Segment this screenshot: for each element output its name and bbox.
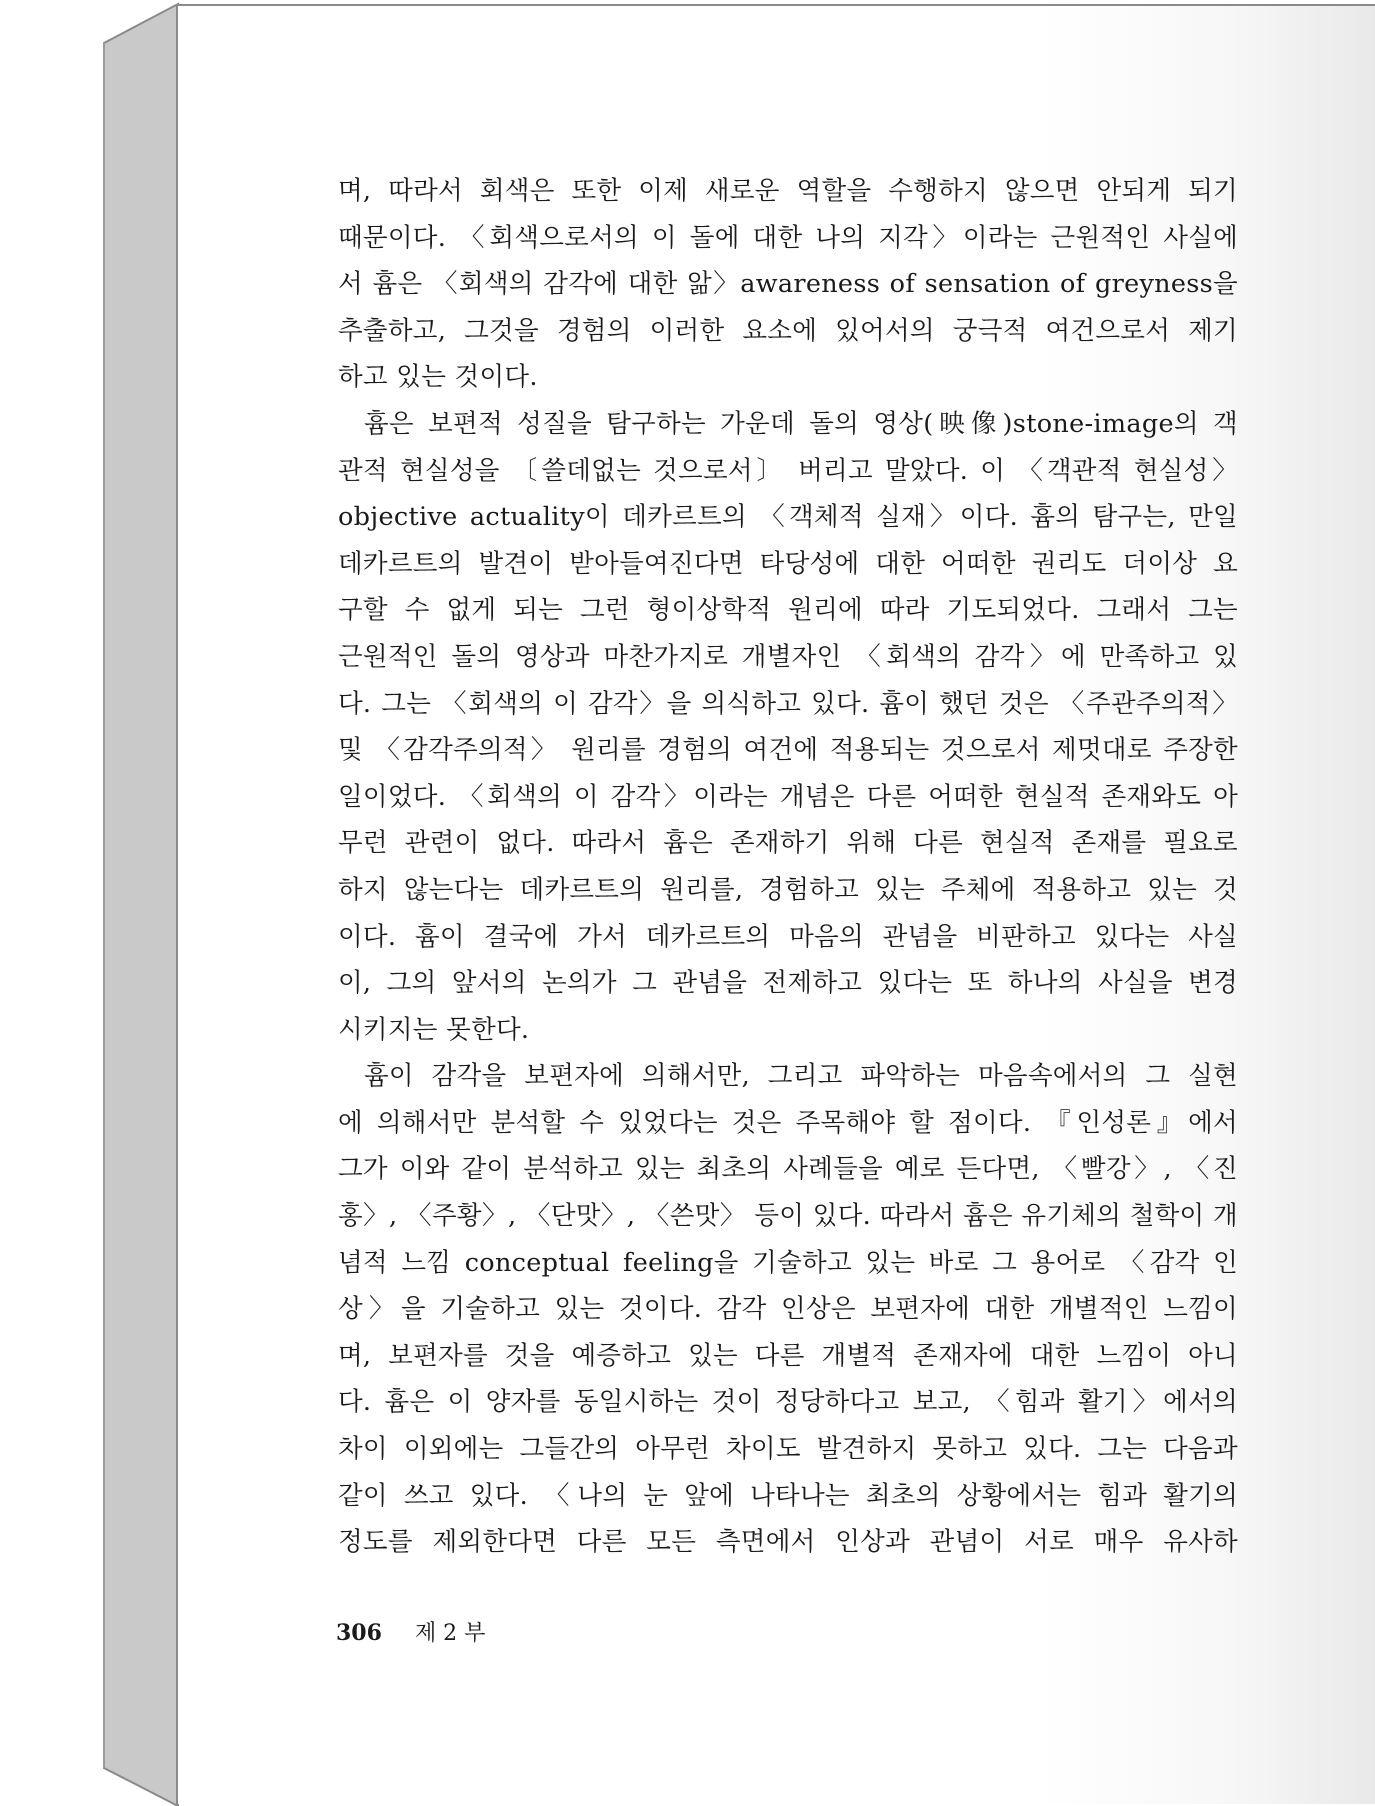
text-line: 추출하고, 그것을 경험의 이러한 요소에 있어서의 궁극적 여건으로서 제기	[338, 315, 1238, 346]
text-line: 정도를 제외한다면 다른 모든 측면에서 인상과 관념이 서로 매우 유사하	[338, 1527, 1238, 1558]
text-line: 다. 흄은 이 양자를 동일시하는 것이 정당하다고 보고, 〈힘과 활기〉에서의	[338, 1387, 1238, 1418]
text-line: 차이 이외에는 그들간의 아무런 차이도 발견하지 못하고 있다. 그는 다음과	[338, 1434, 1238, 1465]
text-line: 이, 그의 앞서의 논의가 그 관념을 전제하고 있다는 또 하나의 사실을 변경	[338, 968, 1238, 999]
text-line: 흄은 보편적 성질을 탐구하는 가운데 돌의 영상(映像)stone-image의 객	[364, 408, 1238, 439]
text-line: 하지 않는다는 데카르트의 원리를, 경험하고 있는 주체에 적용하고 있는 것	[338, 874, 1238, 905]
text-line: 며, 보편자를 것을 예증하고 있는 다른 개별적 존재자에 대한 느낌이 아니	[338, 1340, 1238, 1371]
text-line: 데카르트의 발견이 받아들여진다면 타당성에 대한 어떠한 권리도 더이상 요	[338, 548, 1238, 579]
text-line: 에 의해서만 분석할 수 있었다는 것은 주목해야 할 점이다. 『인성론』에서	[338, 1107, 1238, 1138]
book-spine-shape	[0, 0, 180, 1806]
text-line: 이다. 흄이 결국에 가서 데카르트의 마음의 관념을 비판하고 있다는 사실	[338, 921, 1238, 952]
text-line: 및 〈감각주의적〉 원리를 경험의 여건에 적용되는 것으로서 제멋대로 주장한	[338, 735, 1238, 766]
page-number: 306	[336, 1620, 382, 1646]
text-line: 구할 수 없게 되는 그런 형이상학적 원리에 따라 기도되었다. 그래서 그는	[338, 595, 1238, 626]
text-line: 일이었다. 〈회색의 이 감각〉이라는 개념은 다른 어떠한 현실적 존재와도 아	[338, 781, 1238, 812]
text-line: 상〉을 기술하고 있는 것이다. 감각 인상은 보편자에 대한 개별적인 느낌이	[338, 1294, 1238, 1325]
text-line: 흄이 감각을 보편자에 의해서만, 그리고 파악하는 마음속에서의 그 실현	[364, 1061, 1238, 1092]
text-line: 때문이다. 〈회색으로서의 이 돌에 대한 나의 지각〉이라는 근원적인 사실에	[338, 222, 1238, 253]
book-page	[176, 4, 1375, 1804]
book-spine	[0, 0, 180, 1806]
text-line: 서 흄은 〈회색의 감각에 대한 앎〉awareness of sensation of greyness을	[338, 269, 1238, 300]
text-line: 관적 현실성을 〔쓸데없는 것으로서〕 버리고 말았다. 이 〈객관적 현실성〉	[338, 455, 1238, 486]
text-line: 며, 따라서 회색은 또한 이제 새로운 역할을 수행하지 않으면 안되게 되기	[338, 176, 1238, 206]
section-label: 제 2 부	[414, 1621, 486, 1646]
text-line: 같이 쓰고 있다. 〈나의 눈 앞에 나타나는 최초의 상황에서는 힘과 활기의	[338, 1480, 1238, 1511]
text-line: 시키지는 못한다.	[338, 1014, 530, 1045]
text-line: 념적 느낌 conceptual feeling을 기술하고 있는 바로 그 용어로 〈감각 인	[338, 1247, 1238, 1278]
text-line: 그가 이와 같이 분석하고 있는 최초의 사례들을 예로 든다면, 〈빨강〉, 〈진	[338, 1154, 1238, 1185]
text-line: 근원적인 돌의 영상과 마찬가지로 개별자인 〈회색의 감각〉에 만족하고 있	[338, 641, 1238, 672]
text-line: objective actuality이 데카르트의 〈객체적 실재〉이다. 흄의 탐구는, 만일	[338, 502, 1238, 533]
page-footer	[336, 1616, 485, 1647]
text-line: 홍〉, 〈주황〉, 〈단맛〉, 〈쓴맛〉 등이 있다. 따라서 흄은 유기체의 철학이 개	[338, 1201, 1238, 1232]
body-text	[338, 168, 1238, 1566]
text-line: 하고 있는 것이다.	[338, 362, 538, 393]
text-line: 무런 관련이 없다. 따라서 흄은 존재하기 위해 다른 현실적 존재를 필요로	[338, 828, 1238, 859]
text-line: 다. 그는 〈회색의 이 감각〉을 의식하고 있다. 흄이 했던 것은 〈주관주의적〉	[338, 688, 1238, 719]
